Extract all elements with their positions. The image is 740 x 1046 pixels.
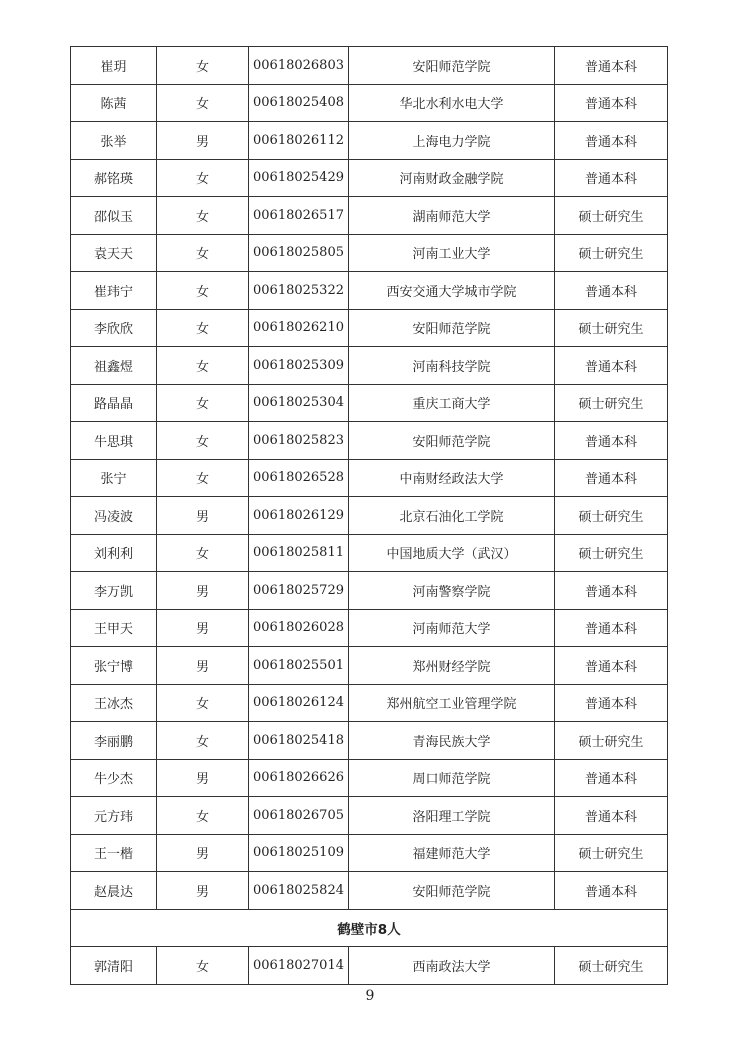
candidate-id-cell: 00618025824 (249, 872, 349, 910)
table-row (71, 272, 668, 310)
school-cell: 中国地质大学（武汉） (349, 534, 555, 572)
name-cell: 王一楷 (71, 834, 157, 872)
school-cell: 河南师范大学 (349, 609, 555, 647)
candidate-id-cell: 00618025322 (249, 272, 349, 310)
gender-cell: 男 (157, 872, 249, 910)
name-cell: 崔玮宁 (71, 272, 157, 310)
education-cell: 硕士研究生 (555, 384, 668, 422)
table-row (71, 234, 668, 272)
name-cell: 元方玮 (71, 797, 157, 835)
candidate-id-cell: 00618027014 (249, 947, 349, 985)
roster-body (71, 47, 668, 985)
table-row (71, 309, 668, 347)
candidate-id-cell: 00618026517 (249, 197, 349, 235)
education-cell: 硕士研究生 (555, 947, 668, 985)
gender-cell: 女 (157, 197, 249, 235)
candidate-id-cell: 00618025805 (249, 234, 349, 272)
candidate-id-cell: 00618025408 (249, 84, 349, 122)
name-cell: 李丽鹏 (71, 722, 157, 760)
education-cell: 普通本科 (555, 609, 668, 647)
gender-cell: 男 (157, 572, 249, 610)
school-cell: 安阳师范学院 (349, 872, 555, 910)
gender-cell: 女 (157, 309, 249, 347)
candidate-id-cell: 00618026112 (249, 122, 349, 160)
education-cell: 普通本科 (555, 572, 668, 610)
education-cell: 普通本科 (555, 872, 668, 910)
gender-cell: 女 (157, 234, 249, 272)
name-cell: 赵晨达 (71, 872, 157, 910)
education-cell: 硕士研究生 (555, 197, 668, 235)
candidate-id-cell: 00618026129 (249, 497, 349, 535)
school-cell: 河南警察学院 (349, 572, 555, 610)
gender-cell: 女 (157, 684, 249, 722)
gender-cell: 男 (157, 834, 249, 872)
candidate-id-cell: 00618026626 (249, 759, 349, 797)
candidate-id-cell: 00618026528 (249, 459, 349, 497)
gender-cell: 男 (157, 759, 249, 797)
section-heading: 鹤壁市8人 (71, 909, 668, 947)
table-row (71, 947, 668, 985)
table-row (71, 834, 668, 872)
candidate-id-cell: 00618025309 (249, 347, 349, 385)
name-cell: 崔玥 (71, 47, 157, 85)
name-cell: 牛少杰 (71, 759, 157, 797)
candidate-id-cell: 00618025429 (249, 159, 349, 197)
school-cell: 福建师范大学 (349, 834, 555, 872)
name-cell: 郭清阳 (71, 947, 157, 985)
candidate-id-cell: 00618025501 (249, 647, 349, 685)
candidate-id-cell: 00618026705 (249, 797, 349, 835)
school-cell: 郑州财经学院 (349, 647, 555, 685)
education-cell: 硕士研究生 (555, 534, 668, 572)
school-cell: 重庆工商大学 (349, 384, 555, 422)
candidate-id-cell: 00618026803 (249, 47, 349, 85)
school-cell: 河南科技学院 (349, 347, 555, 385)
gender-cell: 女 (157, 347, 249, 385)
school-cell: 湖南师范大学 (349, 197, 555, 235)
candidate-id-cell: 00618025823 (249, 422, 349, 460)
education-cell: 普通本科 (555, 647, 668, 685)
candidate-id-cell: 00618026124 (249, 684, 349, 722)
table-row (71, 47, 668, 85)
table-row (71, 84, 668, 122)
table-row (71, 534, 668, 572)
school-cell: 河南工业大学 (349, 234, 555, 272)
candidate-id-cell: 00618025418 (249, 722, 349, 760)
gender-cell: 男 (157, 609, 249, 647)
name-cell: 邵似玉 (71, 197, 157, 235)
education-cell: 普通本科 (555, 422, 668, 460)
name-cell: 陈茜 (71, 84, 157, 122)
education-cell: 硕士研究生 (555, 722, 668, 760)
name-cell: 王冰杰 (71, 684, 157, 722)
gender-cell: 女 (157, 722, 249, 760)
name-cell: 王甲天 (71, 609, 157, 647)
section-row (71, 909, 668, 947)
gender-cell: 女 (157, 272, 249, 310)
name-cell: 张举 (71, 122, 157, 160)
education-cell: 硕士研究生 (555, 234, 668, 272)
gender-cell: 男 (157, 647, 249, 685)
name-cell: 冯凌波 (71, 497, 157, 535)
education-cell: 普通本科 (555, 684, 668, 722)
education-cell: 普通本科 (555, 84, 668, 122)
table-row (71, 759, 668, 797)
table-row (71, 384, 668, 422)
table-row (71, 497, 668, 535)
name-cell: 张宁 (71, 459, 157, 497)
education-cell: 硕士研究生 (555, 497, 668, 535)
gender-cell: 女 (157, 159, 249, 197)
name-cell: 袁天天 (71, 234, 157, 272)
name-cell: 路晶晶 (71, 384, 157, 422)
gender-cell: 女 (157, 947, 249, 985)
name-cell: 牛思琪 (71, 422, 157, 460)
gender-cell: 男 (157, 497, 249, 535)
school-cell: 西南政法大学 (349, 947, 555, 985)
candidate-id-cell: 00618025109 (249, 834, 349, 872)
school-cell: 华北水利水电大学 (349, 84, 555, 122)
table-row (71, 797, 668, 835)
name-cell: 李欣欣 (71, 309, 157, 347)
candidate-id-cell: 00618026028 (249, 609, 349, 647)
school-cell: 上海电力学院 (349, 122, 555, 160)
name-cell: 张宁博 (71, 647, 157, 685)
school-cell: 周口师范学院 (349, 759, 555, 797)
table-row (71, 722, 668, 760)
gender-cell: 女 (157, 84, 249, 122)
table-row (71, 459, 668, 497)
name-cell: 李万凯 (71, 572, 157, 610)
school-cell: 河南财政金融学院 (349, 159, 555, 197)
school-cell: 安阳师范学院 (349, 309, 555, 347)
candidate-id-cell: 00618025304 (249, 384, 349, 422)
candidate-id-cell: 00618026210 (249, 309, 349, 347)
table-row (71, 647, 668, 685)
table-row (71, 609, 668, 647)
education-cell: 普通本科 (555, 47, 668, 85)
education-cell: 普通本科 (555, 459, 668, 497)
table-row (71, 122, 668, 160)
table-row (71, 422, 668, 460)
candidate-id-cell: 00618025811 (249, 534, 349, 572)
education-cell: 硕士研究生 (555, 309, 668, 347)
school-cell: 中南财经政法大学 (349, 459, 555, 497)
gender-cell: 女 (157, 47, 249, 85)
school-cell: 郑州航空工业管理学院 (349, 684, 555, 722)
gender-cell: 女 (157, 797, 249, 835)
name-cell: 郝铭瑛 (71, 159, 157, 197)
candidate-id-cell: 00618025729 (249, 572, 349, 610)
gender-cell: 女 (157, 384, 249, 422)
table-row (71, 347, 668, 385)
school-cell: 北京石油化工学院 (349, 497, 555, 535)
table-row (71, 572, 668, 610)
education-cell: 硕士研究生 (555, 834, 668, 872)
education-cell: 普通本科 (555, 122, 668, 160)
name-cell: 刘利利 (71, 534, 157, 572)
table-row (71, 872, 668, 910)
education-cell: 普通本科 (555, 159, 668, 197)
table-row (71, 197, 668, 235)
education-cell: 普通本科 (555, 347, 668, 385)
gender-cell: 女 (157, 459, 249, 497)
school-cell: 西安交通大学城市学院 (349, 272, 555, 310)
roster-table (70, 46, 668, 985)
school-cell: 安阳师范学院 (349, 47, 555, 85)
name-cell: 祖鑫煜 (71, 347, 157, 385)
gender-cell: 女 (157, 534, 249, 572)
school-cell: 安阳师范学院 (349, 422, 555, 460)
gender-cell: 女 (157, 422, 249, 460)
school-cell: 洛阳理工学院 (349, 797, 555, 835)
page-number: 9 (365, 988, 375, 1004)
school-cell: 青海民族大学 (349, 722, 555, 760)
education-cell: 普通本科 (555, 797, 668, 835)
table-row (71, 684, 668, 722)
gender-cell: 男 (157, 122, 249, 160)
education-cell: 普通本科 (555, 272, 668, 310)
table-row (71, 159, 668, 197)
education-cell: 普通本科 (555, 759, 668, 797)
